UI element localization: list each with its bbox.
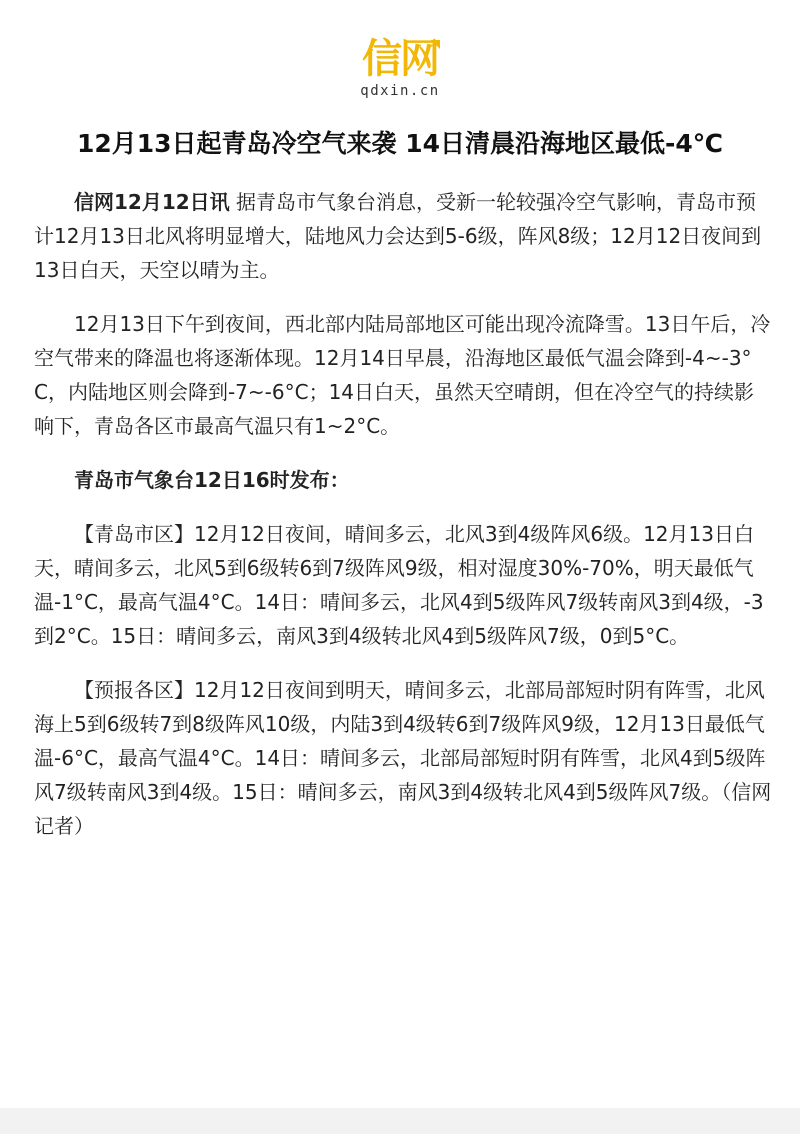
- article-paragraph-1: [34, 185, 772, 287]
- site-header: [0, 36, 800, 100]
- logo-brand-text: 信网: [362, 36, 438, 82]
- site-logo[interactable]: [362, 36, 438, 82]
- article-body: [34, 185, 772, 863]
- logo-domain: qdxin.cn: [360, 83, 440, 99]
- footer-bar: [0, 1108, 800, 1134]
- article-paragraph-2: 12月13日下午到夜间，西北部内陆局部地区可能出现冷流降雪。13日午后，冷空气带来的降温也将逐渐体现。12月14日早晨，沿海地区最低气温会降到-4~-3°C，内陆地区则会降到-7~-6°C；14日白天，虽然天空晴朗，但在冷空气的持续影响下，青岛各区市最高气温只有1~2°C。: [34, 312, 771, 438]
- article-title: 12月13日起青岛冷空气来袭 14日清晨沿海地区最低-4℃: [76, 129, 724, 158]
- forecast-districts: 【预报各区】12月12日夜间到明天，晴间多云，北部局部短时阴有阵雪，北风海上5到6级转7到8级阵风10级，内陆3到4级转6到7级阵风9级，12月13日最低气温-6°C，最高气温4°C。14日：晴间多云，北部局部短时阴有阵雪，北风4到5级阵风7级转南风3到4级。15日：晴间多云，南风3到4级转北风4到5级阵风7级。（信网记者）: [34, 678, 772, 838]
- forecast-city: 【青岛市区】12月12日夜间，晴间多云，北风3到4级阵风6级。12月13日白天，晴间多云，北风5到6级转6到7级阵风9级，相对湿度30%-70%，明天最低气温-1°C，最高气温4°C。14日：晴间多云，北风4到5级阵风7级转南风3到4级，-3到2°C。15日：晴间多云，南风3到4级转北风4到5级阵风7级，0到5°C。: [34, 522, 764, 648]
- forecast-heading: 青岛市气象台12日16时发布：: [74, 468, 350, 492]
- paragraph-1-text: 据青岛市气象台消息，受新一轮较强冷空气影响，青岛市预计12月13日北风将明显增大，陆地风力会达到5-6级，阵风8级；12月12日夜间到13日白天，天空以晴为主。: [34, 190, 762, 282]
- dateline: 信网12月12日讯: [74, 190, 230, 214]
